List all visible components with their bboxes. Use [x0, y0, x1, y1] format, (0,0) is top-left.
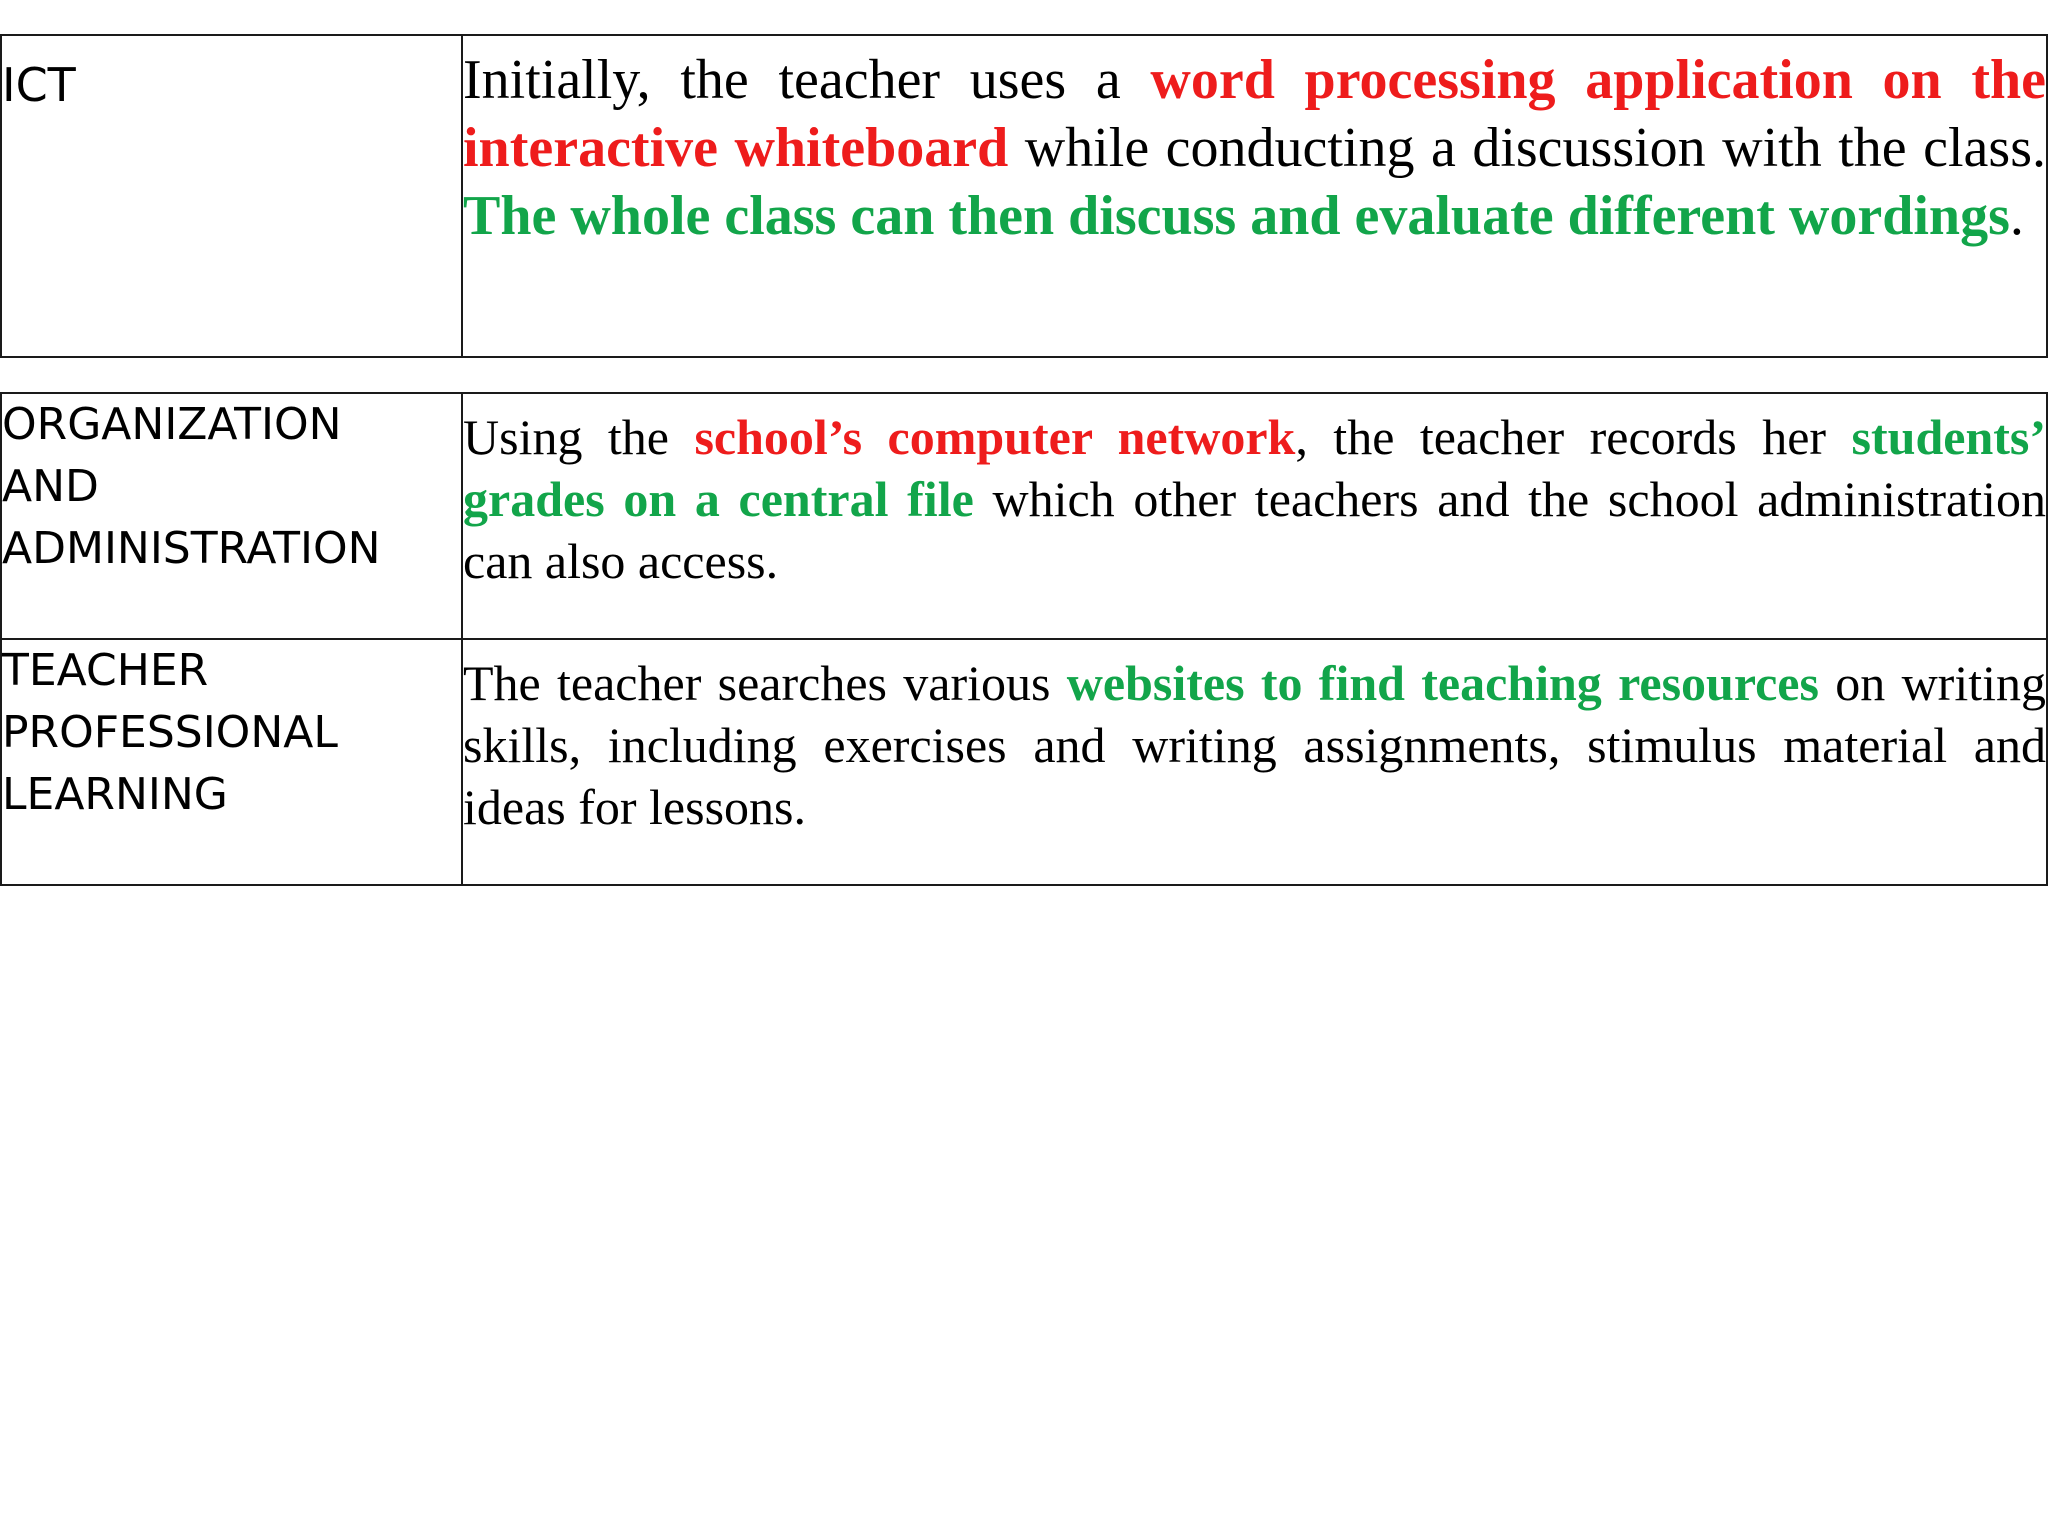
- row-description-ict: [462, 35, 2047, 357]
- description-text: on writing skills, including exercises and writing assignments, stimulus material and ideas for lessons.: [463, 655, 2046, 835]
- row-label-organization: [1, 393, 462, 639]
- row-description-organization: [462, 393, 2047, 639]
- table-row: [1, 639, 2047, 885]
- description-text: Using the: [463, 409, 695, 465]
- row-label-line: ADMINISTRATION: [2, 523, 381, 574]
- description-text: Initially, the teacher uses a: [463, 49, 1151, 111]
- description-text: The teacher searches various: [463, 655, 1067, 711]
- highlight-green-text: websites to find teaching resources: [1066, 655, 1819, 711]
- description-text: which other teachers and the school administration can also access.: [463, 471, 2047, 589]
- ict-table: [0, 34, 2048, 358]
- row-label-line: ORGANIZATION: [2, 399, 342, 450]
- highlight-green-text: students’ grades on a central file: [463, 409, 2047, 527]
- row-description-professional-learning: [462, 639, 2047, 885]
- row-label-line: TEACHER: [2, 645, 209, 696]
- highlight-red-text: word processing application on the interactive whiteboard: [463, 49, 2046, 179]
- row-label-line: AND: [2, 461, 99, 512]
- table-row: [1, 393, 2047, 639]
- row-label-line: PROFESSIONAL: [2, 707, 338, 758]
- description-text: while conducting a discussion with the class.: [1008, 117, 2046, 179]
- row-label-text: ICT: [2, 58, 76, 112]
- description-text: , the teacher records her: [1295, 409, 1852, 465]
- table-row: [1, 35, 2047, 357]
- description-text: .: [2009, 185, 2024, 247]
- row-label-professional-learning: [1, 639, 462, 885]
- roles-table: [0, 392, 2048, 886]
- highlight-red-text: school’s computer network: [694, 409, 1296, 465]
- row-label-ict: [1, 35, 462, 357]
- highlight-green-text: The whole class can then discuss and evaluate different wordings: [463, 185, 2010, 247]
- row-label-line: LEARNING: [2, 769, 228, 820]
